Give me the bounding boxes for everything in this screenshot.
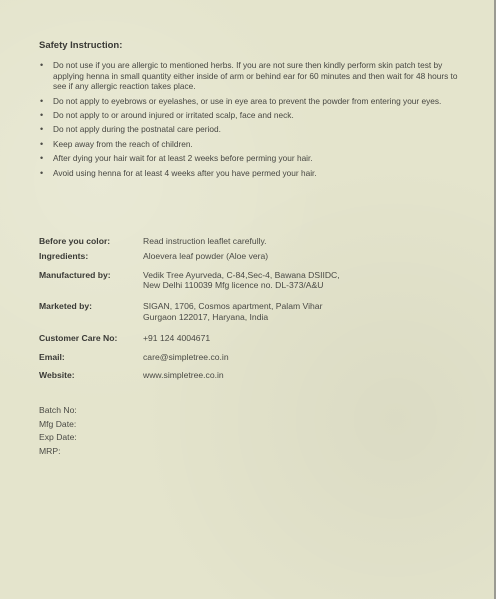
manufactured-address-line2: New Delhi 110039 Mfg licence no. DL-373/A&U <box>143 280 324 291</box>
info-row-marketed <box>39 301 459 323</box>
info-row-before-color <box>39 236 459 247</box>
mfg-date-label: Mfg Date: <box>39 418 77 429</box>
email-label: Email: <box>39 351 65 362</box>
manufactured-label: Manufactured by: <box>39 269 111 280</box>
before-color-value: Read instruction leaflet carefully. <box>143 236 267 246</box>
safety-item-postnatal: • Do not apply during the postnatal care period. <box>40 124 465 135</box>
marketed-address-line1: SIGAN, 1706, Cosmos apartment, Palam Vihar <box>143 301 323 312</box>
manufactured-value <box>143 270 459 292</box>
safety-item-eyebrows: • Do not apply to eyebrows or eyelashes, or use in eye area to prevent the powder from entering your eyes. <box>40 96 465 107</box>
safety-item-perming-after-dye: • After dying your hair wait for at least 2 weeks before perming your hair. <box>40 153 465 164</box>
ingredients-label: Ingredients: <box>39 250 89 261</box>
info-row-ingredients <box>39 251 459 262</box>
website-label: Website: <box>39 370 75 381</box>
info-row-email <box>39 352 459 363</box>
before-color-label: Before you color: <box>39 236 111 246</box>
info-row-manufactured <box>39 270 459 292</box>
marketed-address-line2: Gurgaon 122017, Haryana, India <box>143 311 269 322</box>
safety-item-injured-scalp: • Do not apply to or around injured or irritated scalp, face and neck. <box>40 110 465 121</box>
info-row-customer-care <box>39 333 459 344</box>
ingredients-value: Aloevera leaf powder (Aloe vera) <box>143 250 269 261</box>
safety-item-allergy: • Do not use if you are allergic to mentioned herbs. If you are not sure then kindly perform skin patch test by applying henna in small quantity either inside of arm or behind ear for 60 minutes and then wait for 48 hours to see if any allergic reaction takes place. <box>40 60 465 92</box>
website-value: www.simpletree.co.in <box>143 370 224 381</box>
marketed-label: Marketed by: <box>39 301 93 312</box>
info-row-website <box>39 370 459 381</box>
batch-no-label: Batch No: <box>39 405 77 415</box>
marketed-value <box>143 301 459 323</box>
safety-item-henna-after-perm: • Avoid using henna for at least 4 weeks after you have permed your hair. <box>40 168 465 179</box>
product-info-table <box>39 236 459 381</box>
email-value: care@simpletree.co.in <box>143 351 229 362</box>
customer-care-value: +91 124 4004671 <box>143 332 211 343</box>
safety-item-children: • Keep away from the reach of children. <box>40 139 465 150</box>
batch-details <box>39 404 77 458</box>
manufactured-address-line1: Vedik Tree Ayurveda, C-84,Sec-4, Bawana DSIIDC, <box>143 269 340 280</box>
mrp-label: MRP: <box>39 445 61 456</box>
customer-care-label: Customer Care No: <box>39 332 118 343</box>
safety-instruction-heading: Safety Instruction: <box>39 40 123 51</box>
safety-instruction-list <box>40 60 465 182</box>
exp-date-label: Exp Date: <box>39 432 77 442</box>
